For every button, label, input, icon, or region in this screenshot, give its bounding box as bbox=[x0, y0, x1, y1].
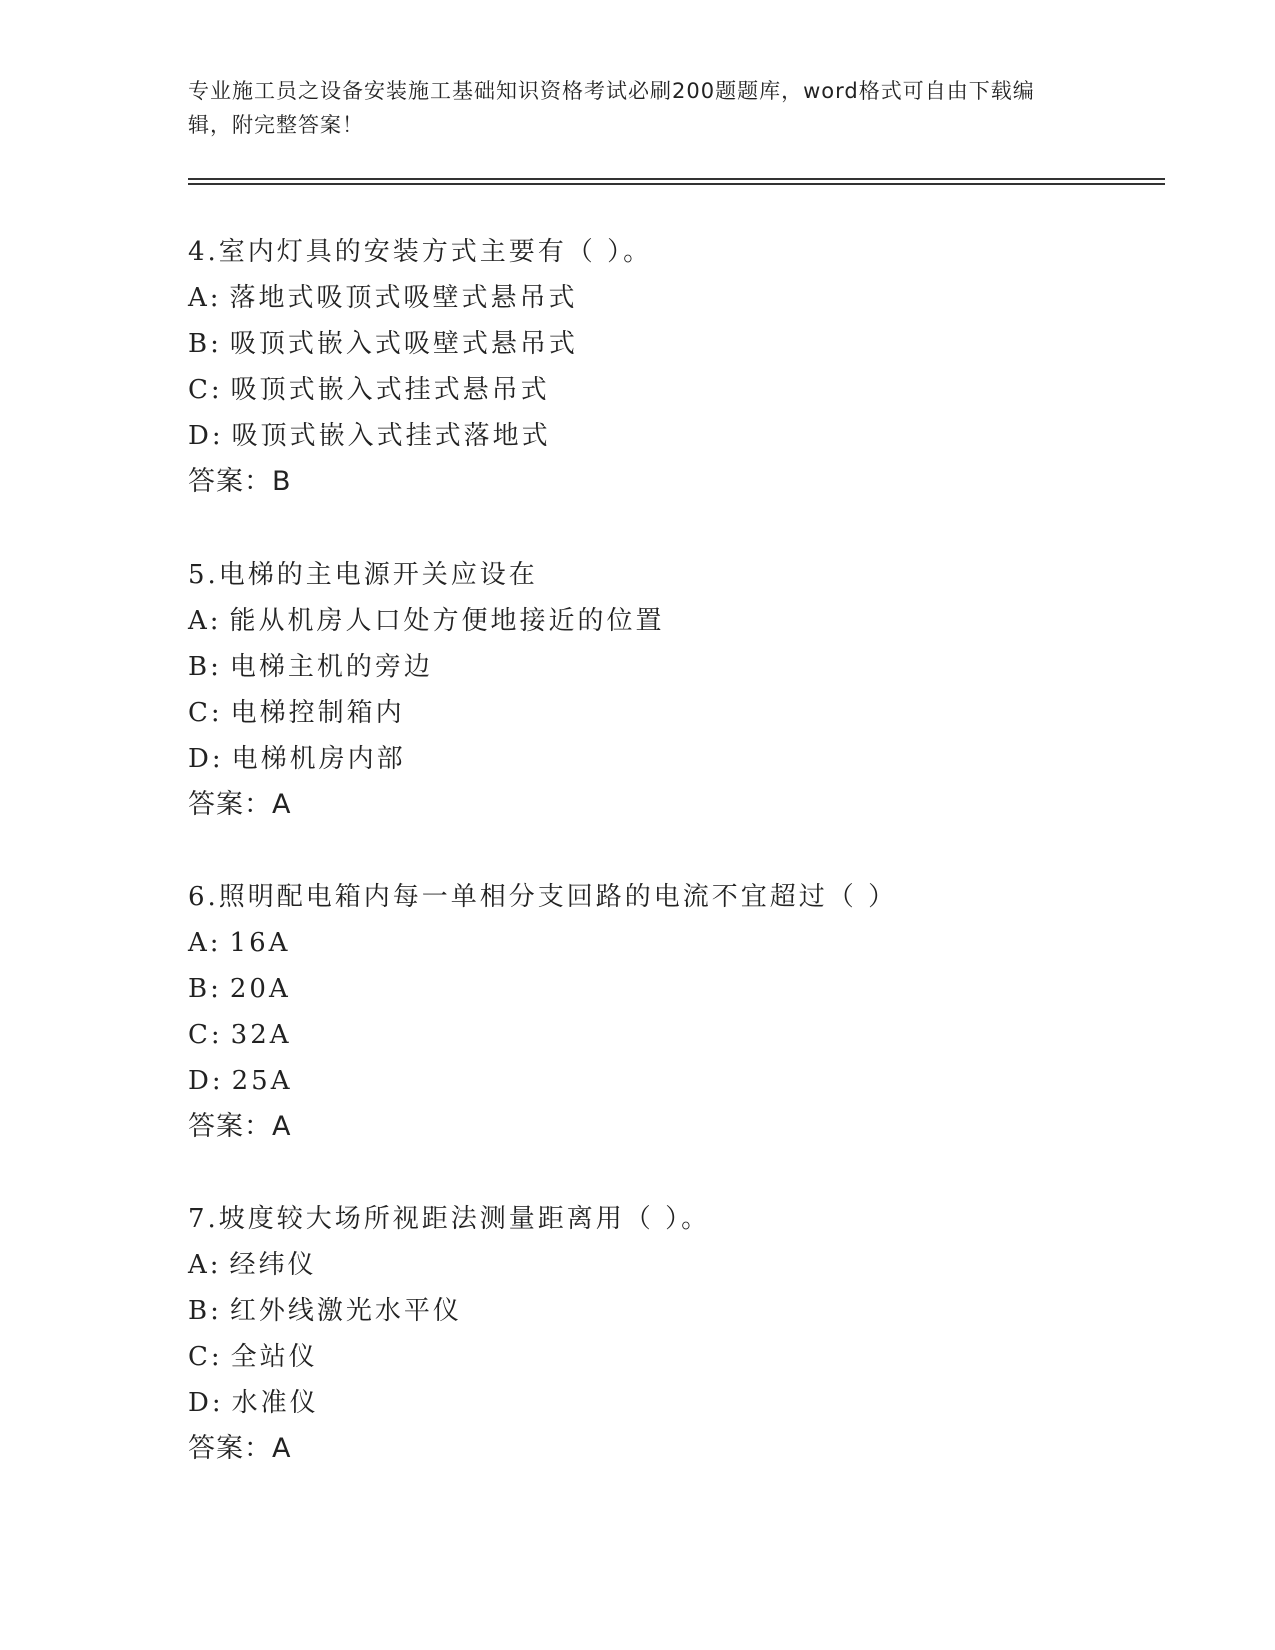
answer-line bbox=[188, 1104, 1168, 1150]
option-text: 能从机房人口处方便地接近的位置 bbox=[229, 606, 665, 636]
document-title: 专业施工员之设备安装施工基础知识资格考试必刷200题题库，word格式可自由下载编辑，附完整答案！ bbox=[188, 79, 1035, 137]
option-text: 电梯控制箱内 bbox=[230, 698, 405, 728]
option-letter: C: bbox=[188, 375, 223, 405]
answer-line bbox=[188, 1426, 1168, 1472]
option-letter: A: bbox=[188, 606, 222, 636]
question-text: 6.照明配电箱内每一单相分支回路的电流不宜超过（ ） bbox=[188, 882, 898, 912]
option-letter: B: bbox=[188, 974, 222, 1004]
option-a bbox=[188, 1242, 1168, 1288]
question-text: 5.电梯的主电源开关应设在 bbox=[188, 560, 538, 590]
option-letter: D: bbox=[188, 1388, 224, 1418]
option-letter: C: bbox=[188, 1342, 223, 1372]
option-b bbox=[188, 966, 1168, 1012]
option-d bbox=[188, 1380, 1168, 1426]
answer-label: 答案： bbox=[188, 1433, 272, 1464]
option-text: 16A bbox=[229, 928, 291, 958]
option-letter: A: bbox=[188, 283, 222, 313]
option-a bbox=[188, 275, 1168, 321]
option-d bbox=[188, 1058, 1168, 1104]
question-text: 7.坡度较大场所视距法测量距离用（ ）。 bbox=[188, 1204, 711, 1234]
option-text: 经纬仪 bbox=[229, 1250, 317, 1280]
question-block bbox=[188, 229, 1168, 505]
option-text: 吸顶式嵌入式挂式落地式 bbox=[231, 421, 551, 451]
option-letter: D: bbox=[188, 421, 224, 451]
option-c bbox=[188, 367, 1168, 413]
option-letter: D: bbox=[188, 744, 224, 774]
option-text: 全站仪 bbox=[230, 1342, 318, 1372]
option-b bbox=[188, 1288, 1168, 1334]
option-a bbox=[188, 598, 1168, 644]
option-text: 20A bbox=[229, 974, 291, 1004]
option-c bbox=[188, 690, 1168, 736]
option-text: 落地式吸顶式吸壁式悬吊式 bbox=[229, 283, 578, 313]
answer-value: A bbox=[272, 789, 292, 820]
option-b bbox=[188, 644, 1168, 690]
question-text: 4.室内灯具的安装方式主要有（ ）。 bbox=[188, 237, 653, 267]
answer-value: B bbox=[272, 466, 292, 497]
option-text: 32A bbox=[230, 1020, 292, 1050]
header-divider-bottom bbox=[188, 183, 1165, 185]
option-c bbox=[188, 1334, 1168, 1380]
answer-line bbox=[188, 459, 1168, 505]
option-letter: B: bbox=[188, 329, 222, 359]
question-block bbox=[188, 552, 1168, 828]
option-letter: C: bbox=[188, 1020, 223, 1050]
option-letter: B: bbox=[188, 1296, 222, 1326]
option-text: 吸顶式嵌入式挂式悬吊式 bbox=[230, 375, 550, 405]
answer-label: 答案： bbox=[188, 789, 272, 820]
option-text: 电梯机房内部 bbox=[231, 744, 406, 774]
option-d bbox=[188, 413, 1168, 459]
option-d bbox=[188, 736, 1168, 782]
option-text: 电梯主机的旁边 bbox=[229, 652, 433, 682]
option-text: 25A bbox=[231, 1066, 293, 1096]
option-c bbox=[188, 1012, 1168, 1058]
option-text: 水准仪 bbox=[231, 1388, 319, 1418]
answer-value: A bbox=[272, 1111, 292, 1142]
document-header bbox=[188, 74, 1068, 142]
question-block bbox=[188, 874, 1168, 1150]
answer-label: 答案： bbox=[188, 1111, 272, 1142]
option-letter: B: bbox=[188, 652, 222, 682]
option-text: 吸顶式嵌入式吸壁式悬吊式 bbox=[229, 329, 578, 359]
option-letter: A: bbox=[188, 1250, 222, 1280]
header-divider-top bbox=[188, 178, 1165, 180]
answer-line bbox=[188, 782, 1168, 828]
option-letter: A: bbox=[188, 928, 222, 958]
answer-value: A bbox=[272, 1433, 292, 1464]
question-block bbox=[188, 1196, 1168, 1472]
option-letter: D: bbox=[188, 1066, 224, 1096]
answer-label: 答案： bbox=[188, 466, 272, 497]
option-text: 红外线激光水平仪 bbox=[229, 1296, 462, 1326]
option-a bbox=[188, 920, 1168, 966]
option-letter: C: bbox=[188, 698, 223, 728]
option-b bbox=[188, 321, 1168, 367]
